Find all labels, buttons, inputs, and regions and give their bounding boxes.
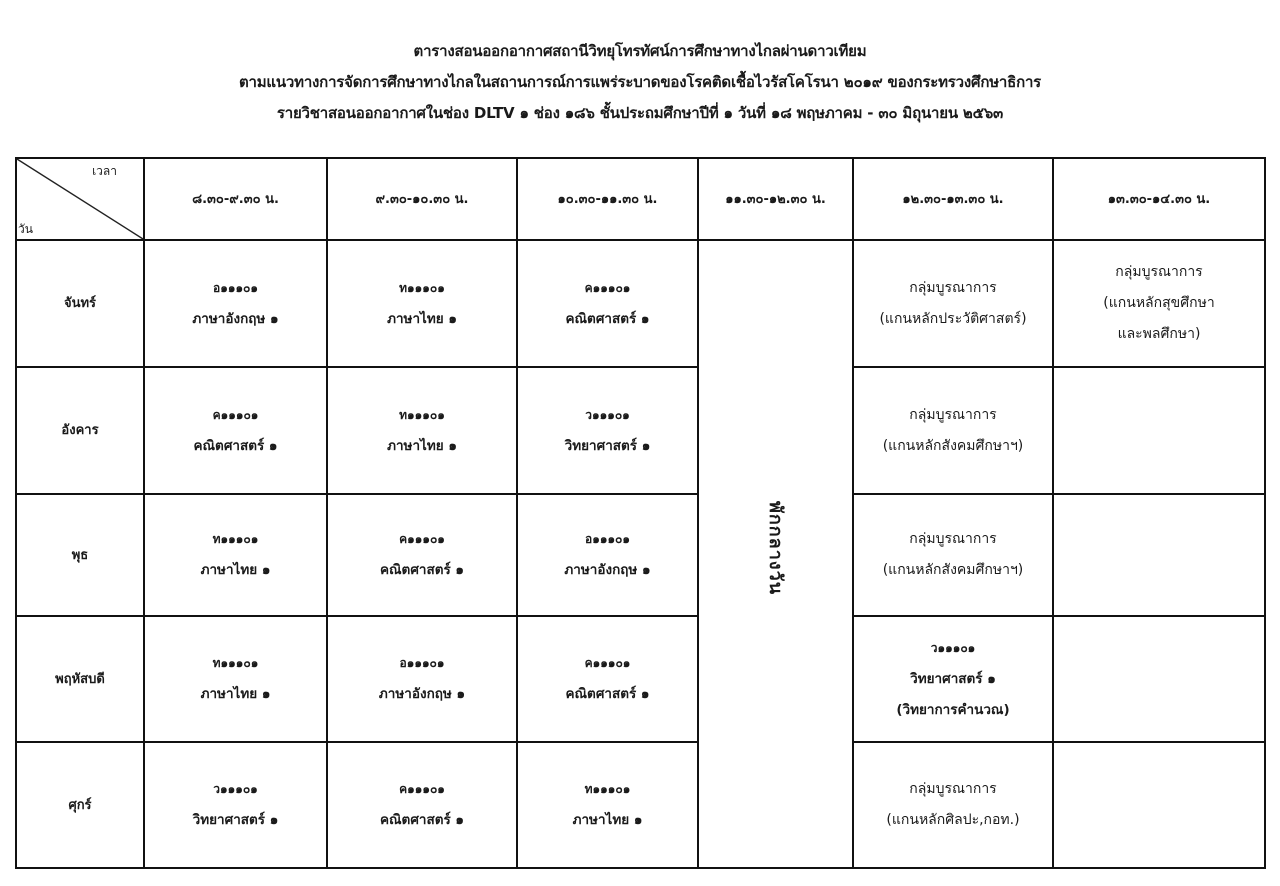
class-cell xyxy=(517,616,698,742)
course-note: (วิทยาการคำนวณ) xyxy=(896,701,1010,718)
day-label: อังคาร xyxy=(16,367,144,494)
integrated-subtitle: (แกนหลักสุขศึกษา xyxy=(1103,295,1215,311)
integrated-cell xyxy=(853,367,1053,494)
integrated-subtitle: (แกนหลักศิลปะ,กอท.) xyxy=(886,812,1020,828)
integrated-title: กลุ่มบูรณาการ xyxy=(1115,264,1203,280)
course-name: ภาษาอังกฤษ ๑ xyxy=(192,310,279,327)
diagonal-divider xyxy=(17,159,143,239)
table-row xyxy=(16,616,1265,742)
class-cell xyxy=(327,616,517,742)
title-line-2: ตามแนวทางการจัดการศึกษาทางไกลในสถานการณ์การแพร่ระบาดของโรคติดเชื้อไวรัสโคโรนา ๒๐๑๙ ของกระทรวงศึกษาธิการ xyxy=(238,73,1042,91)
header-row xyxy=(16,158,1265,240)
course-code: ท๑๑๑๐๑ xyxy=(212,656,259,670)
course-name: คณิตศาสตร์ ๑ xyxy=(565,310,650,327)
class-cell xyxy=(327,240,517,367)
course-code: อ๑๑๑๐๑ xyxy=(399,656,445,670)
integrated-cell xyxy=(853,494,1053,616)
document-titles xyxy=(0,36,1280,129)
integrated-cell xyxy=(853,240,1053,367)
integrated-cell xyxy=(1053,240,1265,367)
course-code: ท๑๑๑๐๑ xyxy=(584,782,631,796)
day-label: พฤหัสบดี xyxy=(16,616,144,742)
corner-cell xyxy=(16,158,144,240)
integrated-subtitle-cont: และพลศึกษา) xyxy=(1117,326,1201,342)
course-code: ท๑๑๑๐๑ xyxy=(212,532,259,546)
class-cell xyxy=(144,240,327,367)
table-row xyxy=(16,494,1265,616)
class-cell xyxy=(517,367,698,494)
corner-day-label: วัน xyxy=(18,222,33,236)
lunch-break-cell xyxy=(698,240,853,868)
period-header: ๑๑.๓๐-๑๒.๓๐ น. xyxy=(698,158,853,240)
integrated-title: กลุ่มบูรณาการ xyxy=(909,531,997,547)
course-code: ท๑๑๑๐๑ xyxy=(399,280,445,295)
course-code: ค๑๑๑๐๑ xyxy=(584,280,631,295)
integrated-cell xyxy=(853,742,1053,868)
integrated-subtitle: (แกนหลักสังคมศึกษาฯ) xyxy=(882,562,1024,578)
table-row xyxy=(16,367,1265,494)
course-code: ว๑๑๑๐๑ xyxy=(930,640,976,655)
course-name: คณิตศาสตร์ ๑ xyxy=(380,812,464,828)
lunch-break-label: พักกลางวัน xyxy=(765,500,786,595)
empty-cell xyxy=(1053,742,1265,868)
course-name: ภาษาไทย ๑ xyxy=(387,437,457,454)
day-label: ศุกร์ xyxy=(16,742,144,868)
schedule-table xyxy=(15,157,1266,869)
corner-time-label: เวลา xyxy=(92,164,117,178)
course-name: วิทยาศาสตร์ ๑ xyxy=(192,812,279,828)
course-name: คณิตศาสตร์ ๑ xyxy=(380,562,464,578)
course-code: อ๑๑๑๐๑ xyxy=(585,532,630,546)
course-name: วิทยาศาสตร์ ๑ xyxy=(910,670,996,687)
course-code: ค๑๑๑๐๑ xyxy=(212,407,259,422)
title-line-1: ตารางสอนออกอากาศสถานีวิทยุโทรทัศน์การศึกษาทางไกลผ่านดาวเทียม xyxy=(413,42,867,60)
course-name: ภาษาไทย ๑ xyxy=(572,812,643,828)
empty-cell xyxy=(1053,367,1265,494)
integrated-subtitle: (แกนหลักสังคมศึกษาฯ) xyxy=(882,437,1024,454)
course-name: ภาษาอังกฤษ ๑ xyxy=(564,562,651,578)
course-name: วิทยาศาสตร์ ๑ xyxy=(564,437,651,454)
class-cell xyxy=(144,494,327,616)
course-code: ค๑๑๑๐๑ xyxy=(584,656,631,670)
period-header: ๑๒.๓๐-๑๓.๓๐ น. xyxy=(853,158,1053,240)
title-line-3: รายวิชาสอนออกอากาศในช่อง DLTV ๑ ช่อง ๑๘๖ ชั้นประถมศึกษาปีที่ ๑ วันที่ ๑๘ พฤษภาคม - ๓๐ มิถุนายน ๒๕๖๓ xyxy=(276,104,1004,122)
table-row xyxy=(16,240,1265,367)
class-cell xyxy=(853,616,1053,742)
class-cell xyxy=(327,742,517,868)
table-row xyxy=(16,742,1265,868)
day-label: จันทร์ xyxy=(16,240,144,367)
class-cell xyxy=(517,742,698,868)
course-name: ภาษาไทย ๑ xyxy=(200,686,271,702)
class-cell xyxy=(517,240,698,367)
course-code: ท๑๑๑๐๑ xyxy=(399,407,445,422)
day-label: พุธ xyxy=(16,494,144,616)
course-name: ภาษาไทย ๑ xyxy=(200,562,271,578)
course-code: ว๑๑๑๐๑ xyxy=(585,407,630,422)
integrated-subtitle: (แกนหลักประวัติศาสตร์) xyxy=(879,310,1027,327)
course-name: ภาษาอังกฤษ ๑ xyxy=(378,686,466,702)
period-header: ๑๐.๓๐-๑๑.๓๐ น. xyxy=(517,158,698,240)
class-cell xyxy=(327,494,517,616)
course-code: ค๑๑๑๐๑ xyxy=(399,782,445,796)
class-cell xyxy=(327,367,517,494)
integrated-title: กลุ่มบูรณาการ xyxy=(909,279,997,296)
integrated-title: กลุ่มบูรณาการ xyxy=(909,781,997,797)
integrated-title: กลุ่มบูรณาการ xyxy=(909,406,997,423)
period-header: ๘.๓๐-๙.๓๐ น. xyxy=(144,158,327,240)
course-code: ว๑๑๑๐๑ xyxy=(213,782,258,796)
period-header: ๑๓.๓๐-๑๔.๓๐ น. xyxy=(1053,158,1265,240)
period-header: ๙.๓๐-๑๐.๓๐ น. xyxy=(327,158,517,240)
empty-cell xyxy=(1053,616,1265,742)
empty-cell xyxy=(1053,494,1265,616)
course-code: อ๑๑๑๐๑ xyxy=(213,280,258,295)
course-name: คณิตศาสตร์ ๑ xyxy=(193,437,278,454)
class-cell xyxy=(144,367,327,494)
course-name: คณิตศาสตร์ ๑ xyxy=(565,686,650,702)
class-cell xyxy=(517,494,698,616)
class-cell xyxy=(144,616,327,742)
class-cell xyxy=(144,742,327,868)
course-code: ค๑๑๑๐๑ xyxy=(399,532,445,546)
course-name: ภาษาไทย ๑ xyxy=(387,310,457,327)
